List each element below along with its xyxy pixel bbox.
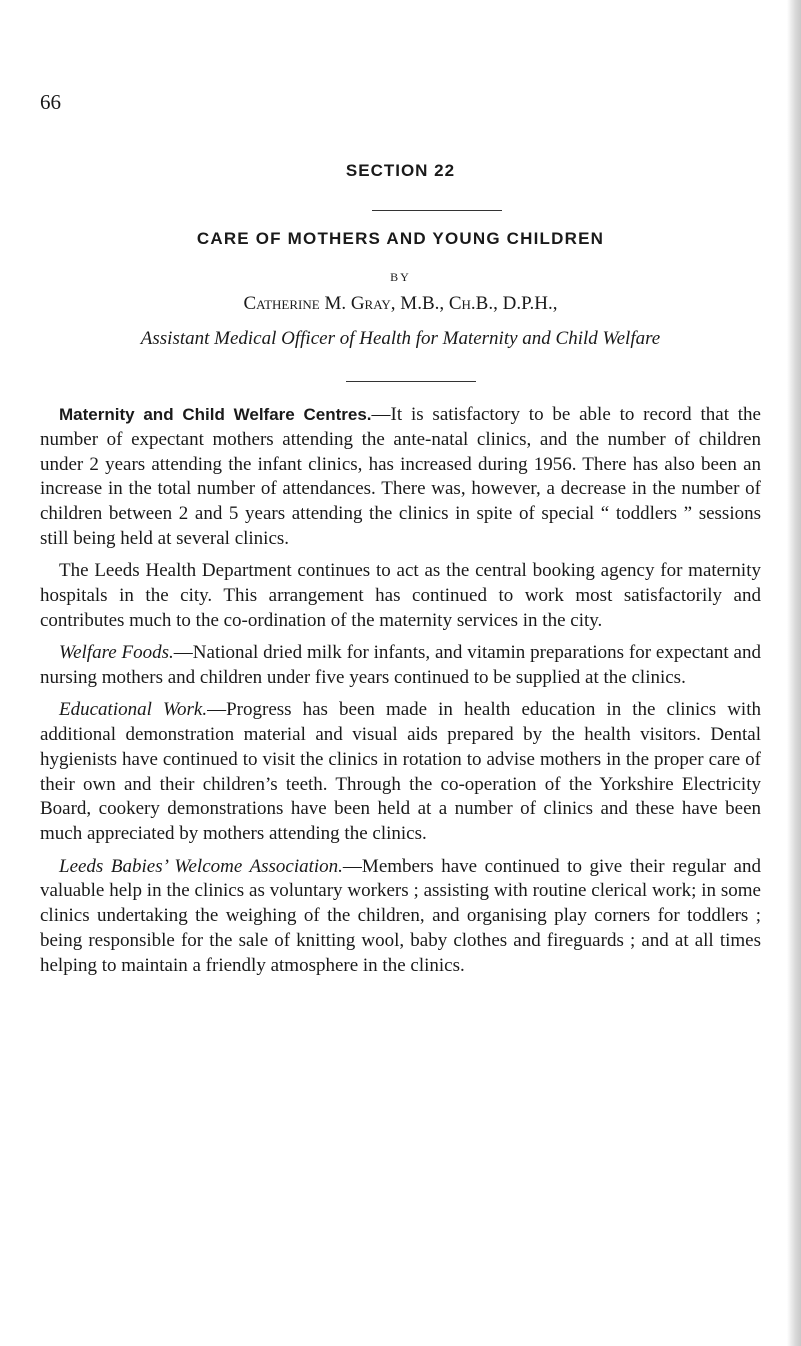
paragraph-text: —Progress has been made in health education in the clinics with additional demonstration material and visual aids prepared by the health visitors. Dental hygienists have continued to visit the clinics in rotation to advise mothers in the proper care of their own and their children’s teeth. Through the co-operation of the Yorkshire Electricity Board, cookery demonstrations have been held at a number of clinics and these have been much appreciated by mothers attending the clinics. bbox=[40, 699, 761, 845]
paragraph-heading: Leeds Babies’ Welcome Association. bbox=[59, 855, 343, 877]
divider-bottom bbox=[346, 381, 476, 382]
paragraph-educational-work bbox=[40, 698, 761, 847]
paragraph-welfare-foods bbox=[40, 641, 761, 691]
paragraph-text: —It is satisfactory to be able to record that the number of expectant mothers attending the ante-natal clinics, and the number of children under 2 years attending the infant clinics, has increased during 1956. There has also been an increase in the total number of attendances. There was, however, a decrease in the number of children between 2 and 5 years attending the clinics in spite of special “ toddlers ” sessions still being held at several clinics. bbox=[40, 404, 761, 549]
body-text bbox=[40, 403, 761, 986]
section-heading: SECTION 22 bbox=[345, 161, 456, 180]
paragraph-text: The Leeds Health Department continues to act as the central booking agency for maternity hospitals in the city. This arrangement has continued to work most satisfactorily and contributes much to the co-ordination of the maternity services in the city. bbox=[40, 560, 761, 631]
divider-top bbox=[372, 210, 502, 211]
paragraph-text: —National dried milk for infants, and vitamin preparations for expectant and nursing mothers and children under five years continued to be supplied at the clinics. bbox=[40, 642, 761, 688]
paragraph-centres bbox=[40, 403, 761, 552]
page-edge-shadow bbox=[787, 0, 801, 1346]
author-role: Assistant Medical Officer of Health for Maternity and Child Welfare bbox=[140, 328, 661, 349]
paragraph-booking bbox=[40, 559, 761, 633]
page-number: 66 bbox=[40, 90, 61, 114]
paragraph-heading: Welfare Foods. bbox=[59, 642, 174, 664]
paragraph-heading: Educational Work. bbox=[59, 699, 208, 721]
paragraph-text: —Members have continued to give their regular and valuable help in the clinics as voluntary workers ; assisting with routine clerical work; in some clinics undertaking the weighing of the children, and organising play corners for toddlers ; being responsible for the sale of knitting wool, baby clothes and fireguards ; and at all times helping to maintain a friendly atmosphere in the clinics. bbox=[40, 855, 761, 976]
document-title: CARE OF MOTHERS AND YOUNG CHILDREN bbox=[196, 229, 605, 248]
paragraph-babies-welcome bbox=[40, 855, 761, 979]
by-line: BY bbox=[390, 270, 411, 284]
author-name: Catherine M. Gray, M.B., Ch.B., D.P.H., bbox=[243, 293, 558, 314]
paragraph-heading: Maternity and Child Welfare Centres. bbox=[59, 405, 372, 424]
